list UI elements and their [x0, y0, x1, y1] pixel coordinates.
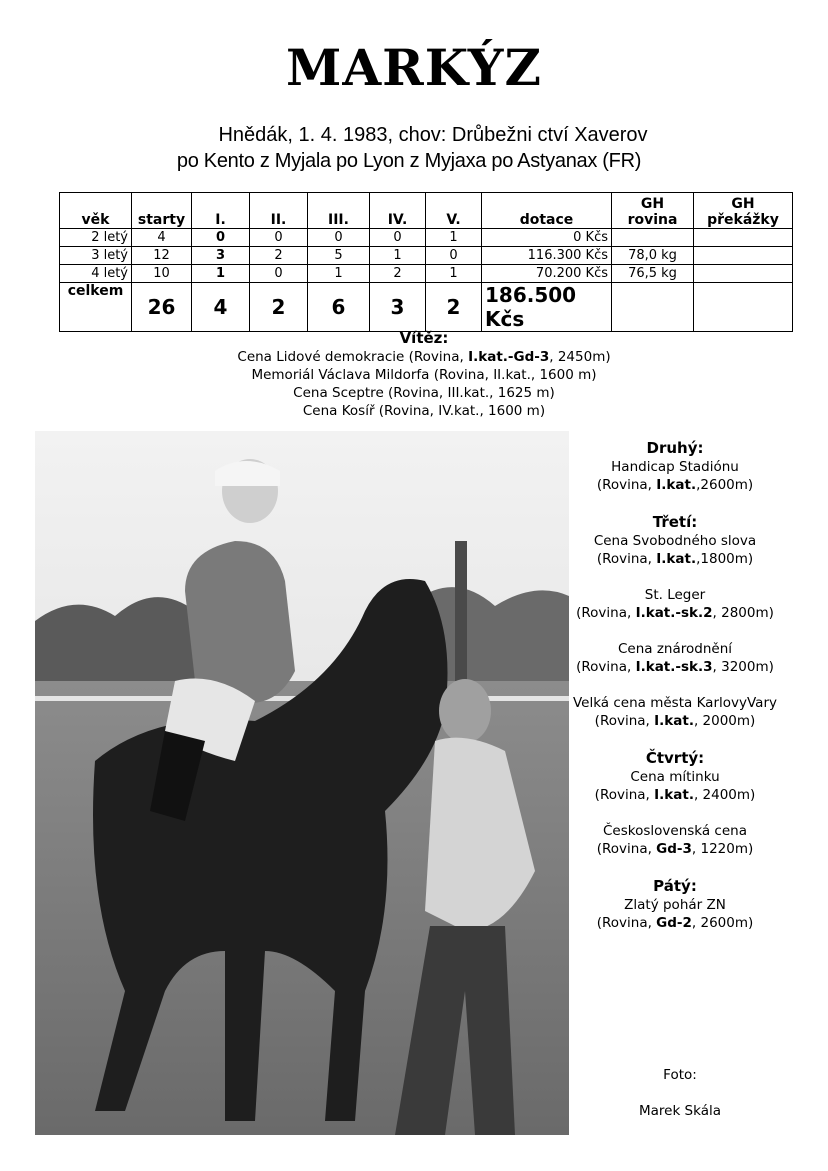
table-cell: 0	[250, 229, 308, 247]
race-name: Zlatý pohár ZN	[624, 897, 726, 913]
table-cell: 5	[308, 247, 370, 265]
fifth-place-heading: Pátý:	[653, 877, 697, 895]
table-cell: 2	[250, 247, 308, 265]
photo-credit-label: Foto:	[663, 1067, 697, 1083]
race-name: Cena znárodnění	[617, 641, 733, 657]
table-cell: 26	[132, 283, 192, 332]
race-detail: (Rovina, I.kat.-sk.3, 3200m)	[576, 659, 774, 675]
race-detail: (Rovina, I.kat.,2600m)	[596, 477, 754, 493]
column-header: dotace	[482, 193, 612, 229]
winner-section	[200, 328, 648, 420]
table-cell: 2	[250, 283, 308, 332]
placings-section	[566, 438, 784, 932]
column-header: starty	[132, 193, 192, 229]
second-place-heading: Druhý:	[646, 439, 704, 457]
table-cell: 116.300 Kčs	[482, 247, 612, 265]
race-name: Cena Svobodného slova	[593, 533, 757, 549]
table-cell: 70.200 Kčs	[482, 265, 612, 283]
table-cell: 2 letý	[60, 229, 132, 247]
table-cell: 0	[250, 265, 308, 283]
photo-credit	[600, 1066, 760, 1120]
table-cell: 1	[426, 265, 482, 283]
table-cell: 0	[370, 229, 426, 247]
table-cell: 1	[308, 265, 370, 283]
third-place-heading: Třetí:	[652, 513, 698, 531]
horse-details: Hnědák, 1. 4. 1983, chov: Drůbežni ctví Xaverov	[218, 124, 648, 146]
table-cell: 3	[370, 283, 426, 332]
horse-photo-illustration	[35, 431, 569, 1135]
table-cell	[694, 247, 793, 265]
race-detail: (Rovina, I.kat., 2400m)	[594, 787, 756, 803]
race-name: Cena mítinku	[630, 769, 720, 785]
race-name: Handicap Stadiónu	[611, 459, 739, 475]
photo-credit-name: Marek Skála	[638, 1103, 722, 1119]
table-cell: 4	[192, 283, 250, 332]
table-cell: 12	[132, 247, 192, 265]
column-header: věk	[60, 193, 132, 229]
winner-race: Cena Kosíř (Rovina, IV.kat., 1600 m)	[302, 403, 546, 419]
table-cell: 10	[132, 265, 192, 283]
table-cell	[694, 283, 793, 332]
table-cell: 0	[426, 247, 482, 265]
table-cell: 2	[370, 265, 426, 283]
table-cell: 0	[192, 229, 250, 247]
table-cell: 0	[308, 229, 370, 247]
winner-race: Memoriál Václava Mildorfa (Rovina, II.kat., 1600 m)	[251, 367, 597, 383]
pedigree: po Kento z Myjala po Lyon z Myjaxa po Astyanax (FR)	[176, 150, 642, 172]
table-row	[60, 247, 793, 265]
race-detail: (Rovina, I.kat., 2000m)	[594, 713, 756, 729]
table-cell: 2	[426, 283, 482, 332]
table-cell	[612, 229, 694, 247]
table-header-row	[60, 193, 793, 229]
table-cell: 186.500 Kčs	[482, 283, 612, 332]
table-cell	[694, 229, 793, 247]
table-cell	[694, 265, 793, 283]
fourth-place-heading: Čtvrtý:	[645, 749, 705, 767]
winner-race: Cena Lidové demokracie (Rovina, I.kat.-Gd-3, 2450m)	[237, 349, 611, 365]
table-cell: 6	[308, 283, 370, 332]
table-total-row	[60, 283, 793, 332]
table-row	[60, 229, 793, 247]
table-cell: 1	[370, 247, 426, 265]
table-cell: 1	[426, 229, 482, 247]
table-cell: 0 Kčs	[482, 229, 612, 247]
table-cell: 1	[192, 265, 250, 283]
column-header: III.	[308, 193, 370, 229]
race-name: Velká cena města KarlovyVary	[572, 695, 777, 711]
race-detail: (Rovina, I.kat.-sk.2, 2800m)	[576, 605, 774, 621]
race-detail: (Rovina, Gd-2, 2600m)	[596, 915, 754, 931]
race-name: St. Leger	[644, 587, 706, 603]
column-header: II.	[250, 193, 308, 229]
winner-race: Cena Sceptre (Rovina, III.kat., 1625 m)	[293, 385, 555, 401]
column-header: IV.	[370, 193, 426, 229]
table-cell: 76,5 kg	[612, 265, 694, 283]
horse-photo	[35, 431, 569, 1135]
table-row	[60, 265, 793, 283]
column-header: GH rovina	[612, 193, 694, 229]
table-cell: 3 letý	[60, 247, 132, 265]
page-title: MARKÝZ	[286, 38, 542, 97]
table-cell: 3	[192, 247, 250, 265]
winner-heading: Vítěz:	[399, 329, 449, 347]
race-name: Československá cena	[603, 823, 747, 839]
race-detail: (Rovina, Gd-3, 1220m)	[596, 841, 754, 857]
table-cell	[612, 283, 694, 332]
column-header: V.	[426, 193, 482, 229]
table-cell: 4	[132, 229, 192, 247]
race-detail: (Rovina, I.kat.,1800m)	[596, 551, 754, 567]
column-header: I.	[192, 193, 250, 229]
race-record-table	[59, 192, 793, 332]
column-header: GH překážky	[694, 193, 793, 229]
table-cell: 4 letý	[60, 265, 132, 283]
table-cell: 78,0 kg	[612, 247, 694, 265]
table-cell: celkem	[60, 283, 132, 332]
